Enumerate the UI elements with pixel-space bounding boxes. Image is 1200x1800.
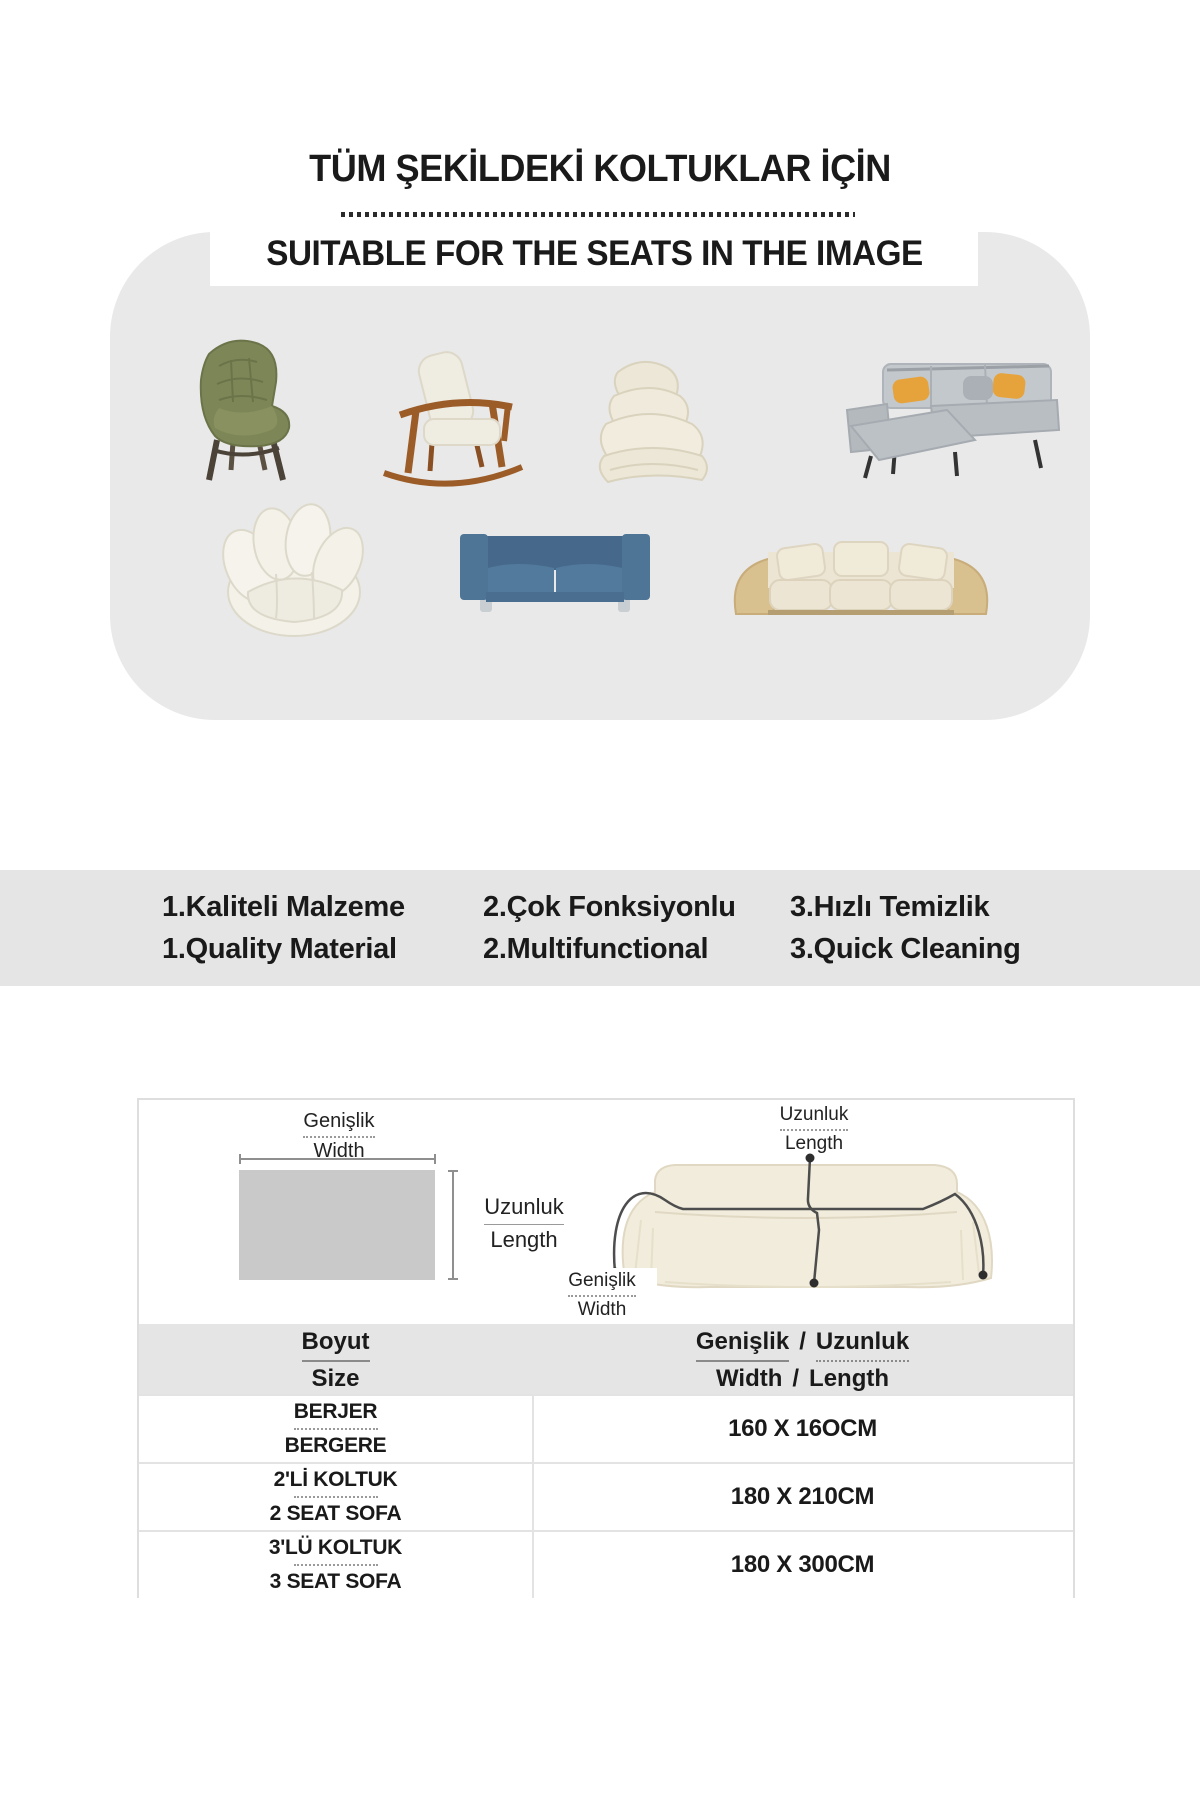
row-2-seat-label-en: 2 SEAT SOFA [269, 1502, 402, 1525]
green-tufted-armchair-image [175, 332, 315, 484]
row-bergere-label-tr: BERJER [293, 1400, 378, 1423]
page-subtitle-band [210, 222, 978, 286]
row-bergere-value: 160 X 16OCM [728, 1415, 877, 1442]
page-title-turkish: TÜM ŞEKİLDEKİ KOLTUKLAR İÇİN [309, 148, 891, 190]
row-bergere-label [139, 1396, 532, 1462]
flat-width-measure-line [239, 1154, 436, 1164]
flat-length-label-tr: Uzunluk [484, 1192, 563, 1225]
row-3-seat-value: 180 X 300CM [730, 1551, 875, 1578]
page-title-english: SUITABLE FOR THE SEATS IN THE IMAGE [265, 234, 923, 273]
cream-three-seat-sofa-image [728, 538, 994, 620]
table-row-bergere [139, 1396, 1073, 1462]
feature-multifunctional-tr: 2.Çok Fonksiyonlu [483, 891, 736, 923]
dotted-divider [341, 212, 855, 217]
covered-sofa-image [605, 1150, 1010, 1300]
flat-width-label-tr: Genişlik [303, 1108, 374, 1138]
header-length: Length [809, 1364, 890, 1392]
feature-cleaning-en: 3.Quick Cleaning [790, 933, 1021, 965]
row-3-seat-label-tr: 3'LÜ KOLTUK [268, 1536, 403, 1559]
header-slash-1: / [799, 1327, 806, 1355]
blue-two-seat-sofa-image [460, 528, 650, 616]
feature-quality-en: 1.Quality Material [162, 933, 397, 965]
row-2-seat-label-tr: 2'Lİ KOLTUK [273, 1468, 398, 1491]
size-table-header [139, 1324, 1073, 1396]
header-genislik: Genişlik [696, 1325, 789, 1362]
header-slash-2: / [792, 1364, 800, 1392]
sofa-length-label-tr: Uzunluk [780, 1102, 849, 1131]
table-column-divider [532, 1396, 534, 1598]
sofa-length-label-en: Length [784, 1133, 844, 1154]
header-uzunluk: Uzunluk [816, 1325, 909, 1362]
table-row-3-seat [139, 1532, 1073, 1598]
features-band [0, 870, 1200, 986]
label-divider [294, 1496, 378, 1498]
header-size: Size [311, 1364, 360, 1392]
sofa-length-label [754, 1102, 874, 1156]
table-row-2-seat [139, 1464, 1073, 1530]
wooden-rocking-chair-image [372, 345, 532, 490]
flat-length-label-en: Length [490, 1227, 558, 1252]
feature-cleaning [790, 886, 1021, 970]
flat-length-label [469, 1192, 579, 1255]
size-table-header-dimensions [532, 1325, 1073, 1396]
sofa-width-label-tr: Genişlik [568, 1268, 636, 1297]
feature-cleaning-tr: 3.Hızlı Temizlik [790, 891, 990, 923]
flat-length-measure-line [448, 1170, 458, 1280]
row-3-seat-label [139, 1532, 532, 1598]
flat-width-label-en: Width [313, 1140, 365, 1162]
header-boyut: Boyut [302, 1325, 370, 1362]
gray-l-shaped-sectional-sofa-image [835, 352, 1065, 482]
cream-ribbed-lounge-chair-image [580, 352, 725, 494]
row-2-seat-label [139, 1464, 532, 1530]
header-width: Width [715, 1364, 783, 1392]
size-table-header-size [139, 1325, 532, 1396]
feature-multifunctional [483, 886, 736, 970]
row-3-seat-label-en: 3 SEAT SOFA [269, 1570, 402, 1593]
white-pumpkin-armchair-image [218, 500, 370, 642]
sofa-width-label [547, 1268, 657, 1322]
label-divider [294, 1428, 378, 1430]
feature-quality [162, 886, 405, 970]
sofa-width-label-en: Width [577, 1299, 627, 1320]
label-divider [294, 1564, 378, 1566]
row-2-seat-value: 180 X 210CM [730, 1483, 875, 1510]
row-bergere-label-en: BERGERE [284, 1434, 387, 1457]
size-guide-panel [137, 1098, 1075, 1598]
flat-fabric-rectangle [239, 1170, 435, 1280]
feature-quality-tr: 1.Kaliteli Malzeme [162, 891, 405, 923]
feature-multifunctional-en: 2.Multifunctional [483, 933, 709, 965]
